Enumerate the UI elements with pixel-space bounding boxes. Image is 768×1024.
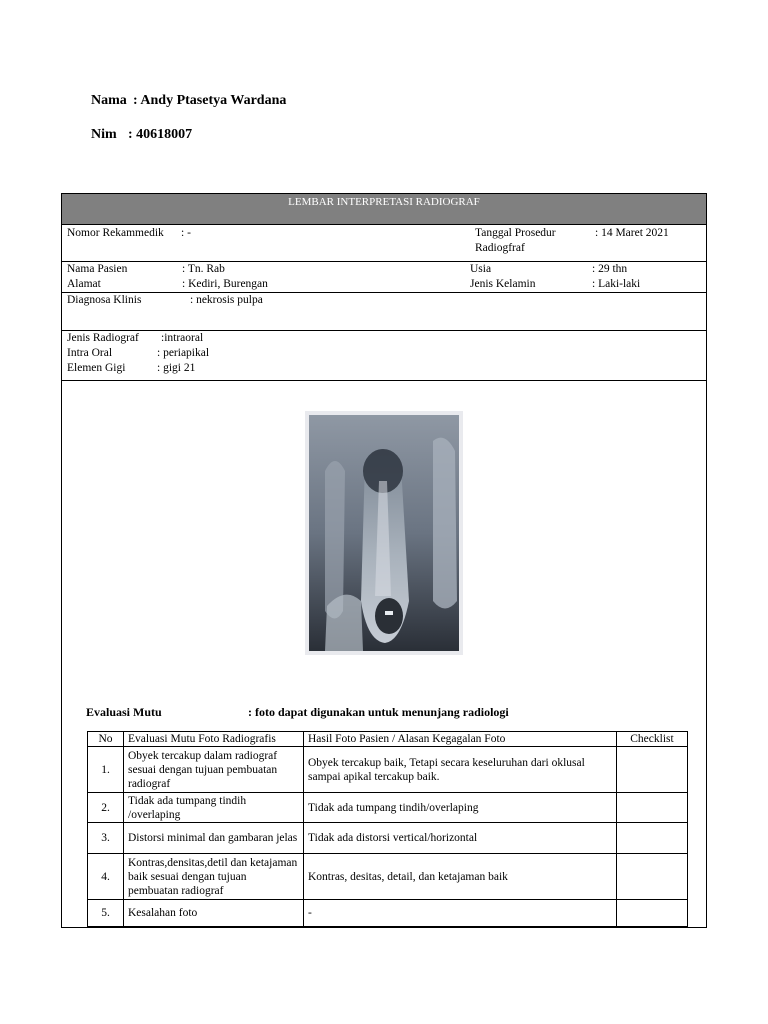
table-header-row	[88, 732, 688, 747]
row-checklist[interactable]	[617, 854, 688, 900]
address-label: Alamat	[67, 278, 101, 290]
row-result: Tidak ada tumpang tindih/overlaping	[304, 793, 617, 823]
table-row	[88, 900, 688, 927]
row-checklist[interactable]	[617, 747, 688, 793]
row-result: Tidak ada distorsi vertical/horizontal	[304, 823, 617, 854]
row-diagnosis	[62, 293, 706, 331]
table-row	[88, 823, 688, 854]
tooth-element-label: Elemen Gigi	[67, 362, 126, 374]
gender-value: : Laki-laki	[592, 278, 641, 290]
procedure-date-value: : 14 Maret 2021	[595, 227, 669, 239]
row-result: Obyek tercakup baik, Tetapi secara keseluruhan dari oklusal sampai apikal tercakup baik.	[304, 747, 617, 793]
procedure-date-label-line2: Radiogfraf	[475, 242, 525, 254]
table-row	[88, 793, 688, 823]
radiograph-type-label: Jenis Radiograf	[67, 332, 139, 344]
row-no: 4.	[88, 854, 124, 900]
row-no: 5.	[88, 900, 124, 927]
radiograph-type-value: :intraoral	[161, 332, 204, 344]
patient-name-value: : Tn. Rab	[182, 263, 225, 275]
procedure-date-label-line1: Tanggal Prosedur	[475, 227, 556, 239]
student-name-value: : Andy Ptasetya Wardana	[133, 93, 287, 108]
student-nim-value: : 40618007	[128, 127, 193, 142]
record-number-value: : -	[181, 227, 191, 239]
header-criterion: Evaluasi Mutu Foto Radiografis	[124, 732, 304, 747]
address-value: : Kediri, Burengan	[182, 278, 268, 290]
header-no: No	[88, 732, 124, 747]
diagnosis-value: : nekrosis pulpa	[190, 294, 263, 306]
intra-oral-value: : periapikal	[157, 347, 210, 359]
header-checklist: Checklist	[617, 732, 688, 747]
student-name	[91, 93, 286, 109]
student-nim	[91, 127, 192, 143]
row-record-number	[62, 225, 706, 262]
age-label: Usia	[470, 263, 492, 275]
row-criterion: Distorsi minimal dan gambaran jelas	[124, 823, 304, 854]
row-checklist[interactable]	[617, 823, 688, 854]
row-result: -	[304, 900, 617, 927]
row-no: 1.	[88, 747, 124, 793]
gender-label: Jenis Kelamin	[470, 278, 536, 290]
row-checklist[interactable]	[617, 900, 688, 927]
row-criterion: Kontras,densitas,detil dan ketajaman baik sesuai dengan tujuan pembuatan radiograf	[124, 854, 304, 900]
row-radiograph-type	[62, 331, 706, 381]
intra-oral-label: Intra Oral	[67, 347, 113, 359]
evaluation-table	[87, 731, 688, 927]
quality-evaluation-value: : foto dapat digunakan untuk menunjang radiologi	[248, 705, 509, 719]
row-checklist[interactable]	[617, 793, 688, 823]
row-criterion: Tidak ada tumpang tindih /overlaping	[124, 793, 304, 823]
student-nim-label: Nim	[91, 127, 117, 142]
row-no: 2.	[88, 793, 124, 823]
row-result: Kontras, desitas, detail, dan ketajaman baik	[304, 854, 617, 900]
row-no: 3.	[88, 823, 124, 854]
table-row	[88, 854, 688, 900]
row-criterion: Obyek tercakup dalam radiograf sesuai dengan tujuan pembuatan radiograf	[124, 747, 304, 793]
record-number-label: Nomor Rekammedik	[67, 227, 164, 239]
header-result: Hasil Foto Pasien / Alasan Kegagalan Foto	[304, 732, 617, 747]
row-patient	[62, 262, 706, 293]
age-value: : 29 thn	[592, 263, 628, 275]
tooth-element-value: : gigi 21	[157, 362, 196, 374]
quality-evaluation-label: Evaluasi Mutu	[86, 705, 162, 719]
dental-radiograph-image	[305, 411, 463, 655]
row-criterion: Kesalahan foto	[124, 900, 304, 927]
quality-evaluation	[86, 705, 509, 720]
table-row	[88, 747, 688, 793]
student-name-label: Nama	[91, 93, 127, 108]
form-title: LEMBAR INTERPRETASI RADIOGRAF	[62, 194, 706, 225]
patient-name-label: Nama Pasien	[67, 263, 128, 275]
diagnosis-label: Diagnosa Klinis	[67, 294, 142, 306]
